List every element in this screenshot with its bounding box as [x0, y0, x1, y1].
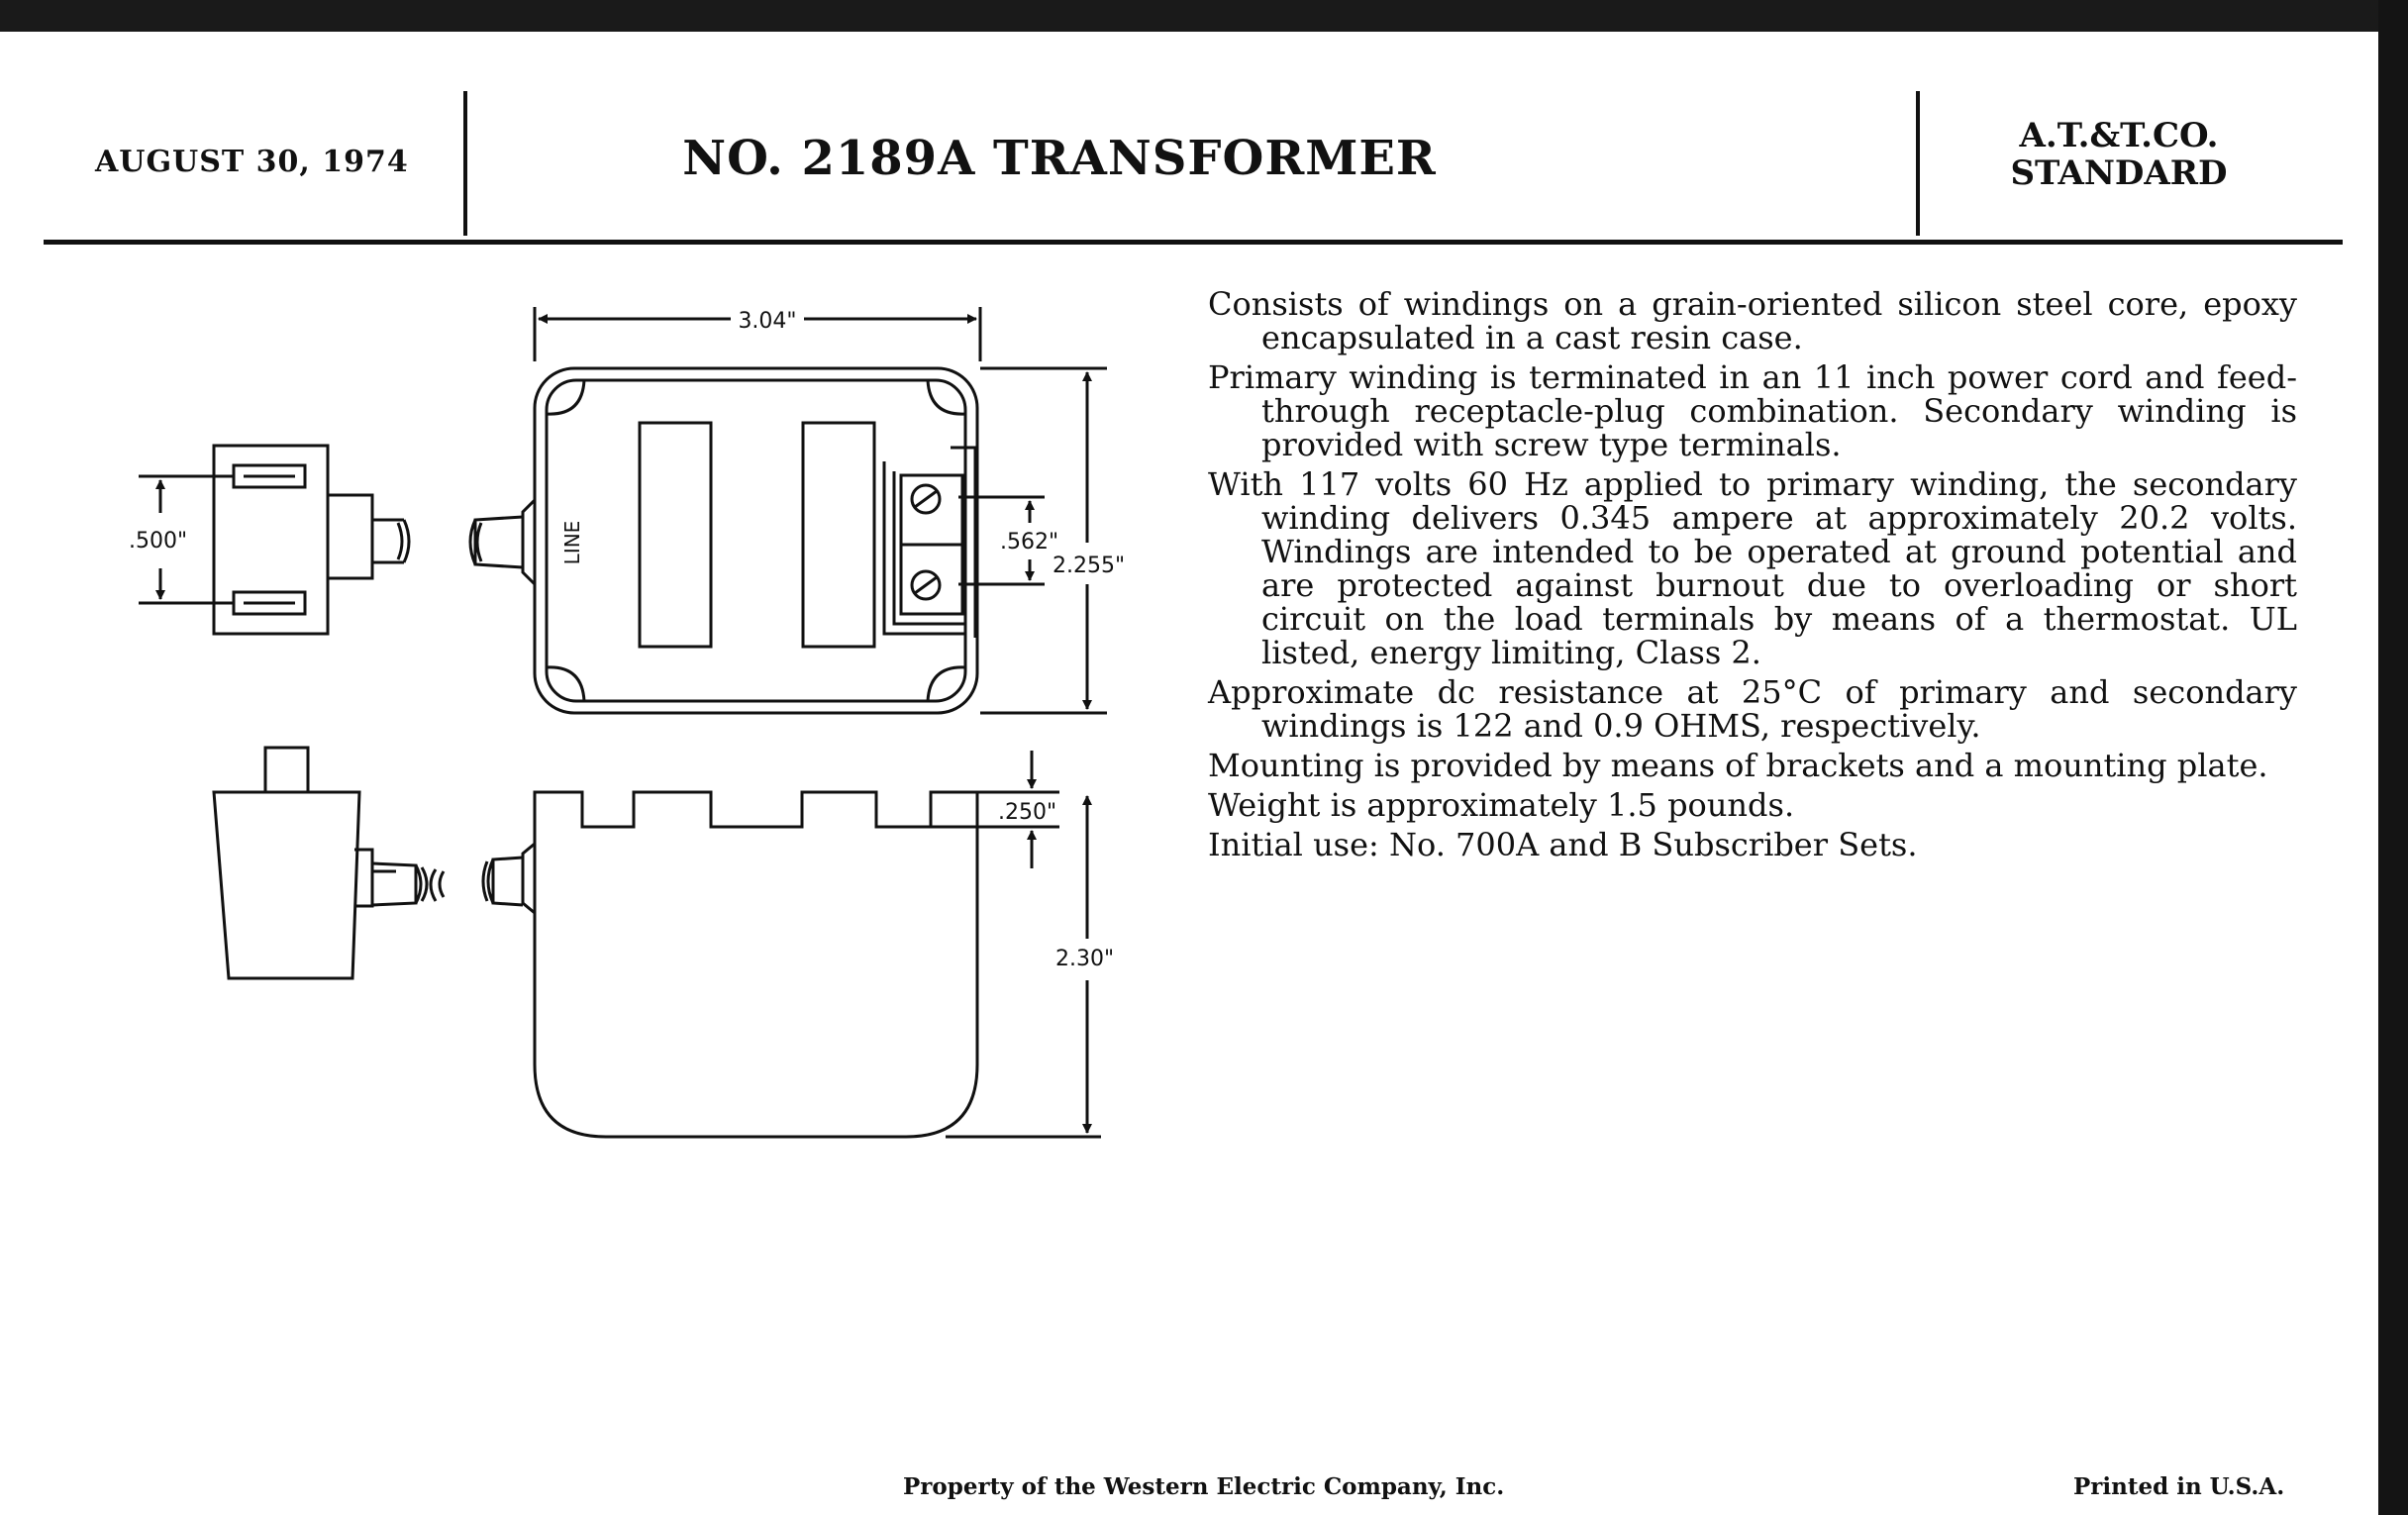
issue-date: AUGUST 30, 1974: [95, 145, 409, 179]
printed-notice: Printed in U.S.A.: [2073, 1473, 2285, 1500]
description: [1208, 287, 2297, 867]
plug-end-view: [129, 446, 409, 634]
description-paragraph: Primary winding is terminated in an 11 inch power cord and feed-through receptacle-plug combination. Secondary winding is provided with screw type terminals.: [1208, 358, 2297, 463]
header-divider-right: [1916, 91, 1920, 236]
description-paragraph: Mounting is provided by means of brackets and a mounting plate.: [1208, 747, 2268, 784]
transformer-drawing: [0, 0, 1188, 1515]
standard-label: [1970, 117, 2267, 192]
front-elevation: [483, 751, 1114, 1137]
property-notice: Property of the Western Electric Company, Inc.: [903, 1473, 1505, 1500]
description-paragraph: Consists of windings on a grain-oriented silicon steel core, epoxy encapsulated in a cast resin case.: [1208, 285, 2297, 356]
plug-spacing-label: .500": [129, 529, 188, 554]
height-dimension-label: 2.30": [1055, 947, 1115, 971]
description-paragraph: With 117 volts 60 Hz applied to primary winding, the secondary winding delivers 0.345 ampere at approximately 20.2 volts. Windings are intended to be operated at ground potential and are protected against burnout due to overloading or short circuit on the load terminals by means of a thermostat. UL listed, energy limiting, Class 2.: [1208, 465, 2297, 671]
width-dimension-label: 3.04": [738, 309, 797, 334]
side-view: [214, 748, 444, 978]
standard-line-2: STANDARD: [2010, 153, 2228, 193]
description-paragraph: Approximate dc resistance at 25°C of primary and secondary windings is 122 and 0.9 OHMS, respectively.: [1208, 673, 2297, 745]
depth-dimension-label: 2.255": [1053, 554, 1126, 578]
line-label: LINE: [560, 520, 584, 565]
top-view: [470, 307, 1125, 713]
terminal-spacing-label: .562": [1000, 530, 1059, 555]
description-paragraph: Initial use: No. 700A and B Subscriber Sets.: [1208, 826, 1918, 863]
page-title: NO. 2189A TRANSFORMER: [682, 131, 1437, 186]
scan-edge: [2378, 0, 2408, 1515]
description-paragraph: Weight is approximately 1.5 pounds.: [1208, 786, 1795, 824]
notch-depth-label: .250": [998, 800, 1057, 825]
standard-line-1: A.T.&T.CO.: [2019, 116, 2219, 155]
